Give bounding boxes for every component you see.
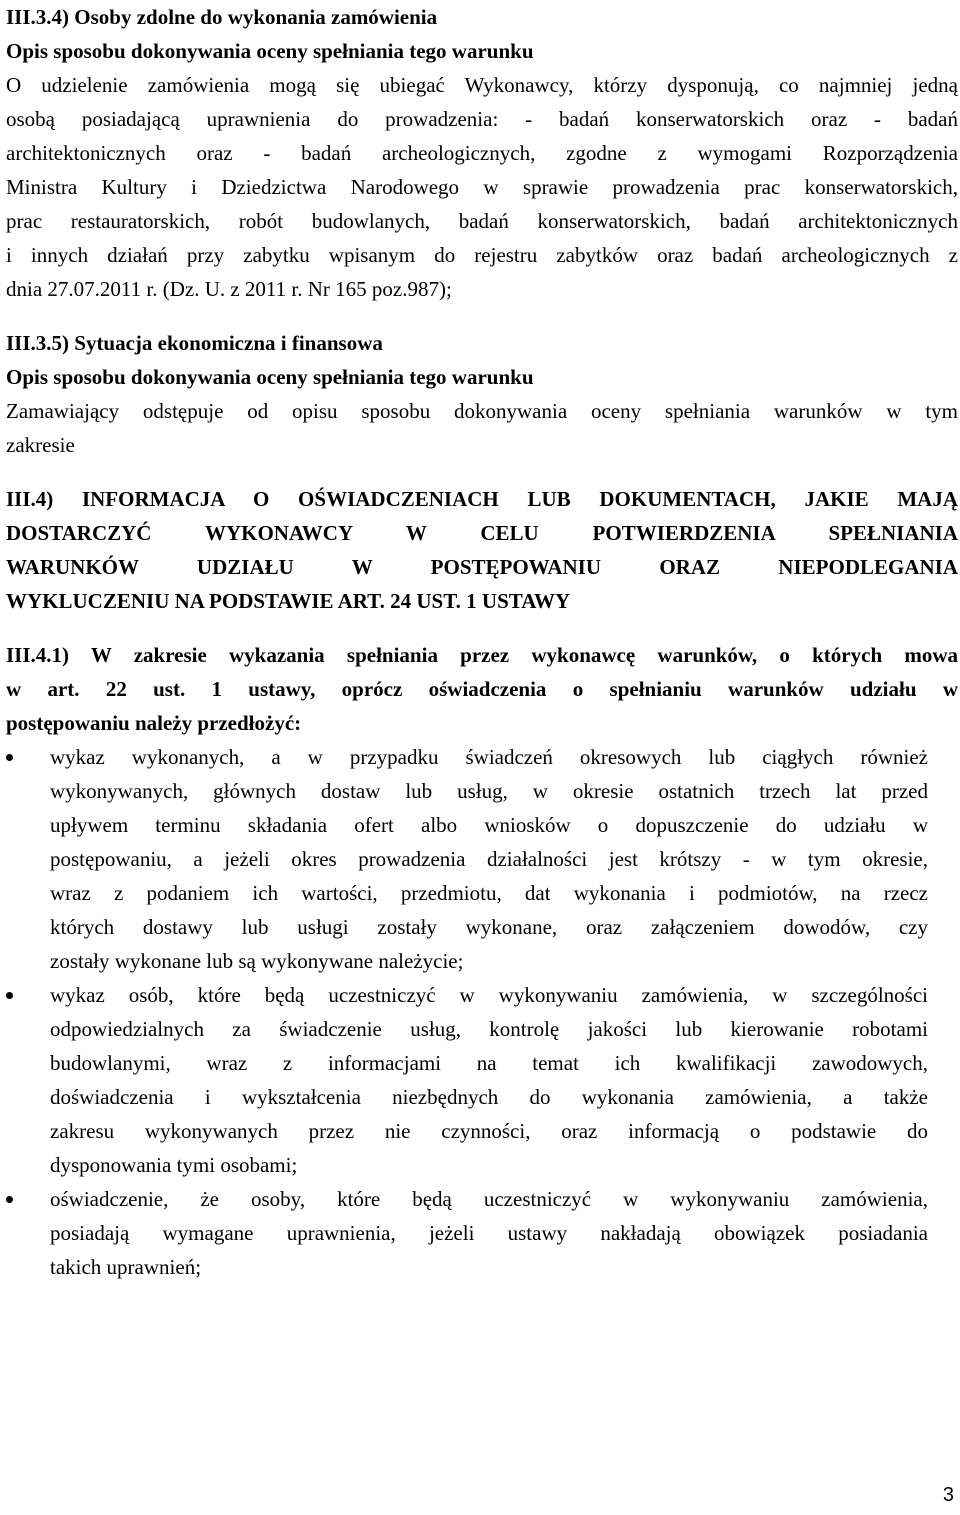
list-item-line: doświadczenia i wykształcenia niezbędnych do wykonania zamówienia, a także xyxy=(50,1085,928,1109)
list-item xyxy=(6,978,958,1182)
list-item-line: budowlanymi, wraz z informacjami na temat ich kwalifikacji zawodowych, xyxy=(50,1051,928,1075)
bullet-icon xyxy=(6,992,13,999)
document-page xyxy=(6,0,958,1284)
list-item-line: posiadają wymagane uprawnienia, jeżeli ustawy nakładają obowiązek posiadania xyxy=(50,1221,928,1245)
list-item-line: wraz z podaniem ich wartości, przedmiotu, dat wykonania i podmiotów, na rzecz xyxy=(50,881,928,905)
section-heading-3-4: WYKLUCZENIU NA PODSTAWIE ART. 24 UST. 1 USTAWY xyxy=(6,589,571,613)
paragraph-line: architektonicznych oraz - badań archeologicznych, zgodne z wymogami Rozporządzenia xyxy=(6,141,958,165)
paragraph-line: zakresie xyxy=(6,433,75,457)
paragraph-line: prac restauratorskich, robót budowlanych, badań konserwatorskich, badań architektonicznych xyxy=(6,209,958,233)
paragraph-line: O udzielenie zamówienia mogą się ubiegać Wykonawcy, którzy dysponują, co najmniej jedną xyxy=(6,73,958,97)
page-number: 3 xyxy=(942,1484,954,1506)
list-item-line: zostały wykonane lub są wykonywane należycie; xyxy=(50,949,464,973)
list-item-line: takich uprawnień; xyxy=(50,1255,202,1279)
section-heading-3-4-1: postępowaniu należy przedłożyć: xyxy=(6,711,302,735)
list-item-line: upływem terminu składania ofert albo wniosków o dopuszczenie do udziału w xyxy=(50,813,928,837)
list-item-line: postępowaniu, a jeżeli okres prowadzenia działalności jest krótszy - w tym okresie, xyxy=(50,847,928,871)
bullet-list xyxy=(6,740,958,1284)
paragraph-line: Zamawiający odstępuje od opisu sposobu dokonywania oceny spełniania warunków w tym xyxy=(6,399,958,423)
section-subheading-3-3-4: Opis sposobu dokonywania oceny spełniania tego warunku xyxy=(6,39,534,63)
paragraph-line: Ministra Kultury i Dziedzictwa Narodowego w sprawie prowadzenia prac konserwatorskich, xyxy=(6,175,958,199)
list-item-line: zakresu wykonywanych przez nie czynności, oraz informacją o podstawie do xyxy=(50,1119,928,1143)
bullet-icon xyxy=(6,1196,13,1203)
list-item-line: wykaz osób, które będą uczestniczyć w wykonywaniu zamówienia, w szczególności xyxy=(50,983,928,1007)
section-subheading-3-3-5: Opis sposobu dokonywania oceny spełniania tego warunku xyxy=(6,365,534,389)
section-heading-3-4-1: w art. 22 ust. 1 ustawy, oprócz oświadczenia o spełnianiu warunków udziału w xyxy=(6,677,958,701)
section-heading-3-3-5: III.3.5) Sytuacja ekonomiczna i finansowa xyxy=(6,331,383,355)
list-item-line: wykaz wykonanych, a w przypadku świadczeń okresowych lub ciągłych również xyxy=(50,745,928,769)
paragraph-line: dnia 27.07.2011 r. (Dz. U. z 2011 r. Nr 165 poz.987); xyxy=(6,277,452,301)
section-heading-3-4: III.4) INFORMACJA O OŚWIADCZENIACH LUB DOKUMENTACH, JAKIE MAJĄ xyxy=(6,487,958,511)
list-item xyxy=(6,740,958,978)
list-item-line: których dostawy lub usługi zostały wykonane, oraz załączeniem dowodów, czy xyxy=(50,915,928,939)
paragraph-line: osobą posiadającą uprawnienia do prowadzenia: - badań konserwatorskich oraz - badań xyxy=(6,107,958,131)
list-item-line: oświadczenie, że osoby, które będą uczestniczyć w wykonywaniu zamówienia, xyxy=(50,1187,928,1211)
section-heading-3-4-1: III.4.1) W zakresie wykazania spełniania przez wykonawcę warunków, o których mowa xyxy=(6,643,958,667)
bullet-icon xyxy=(6,754,13,761)
section-heading-3-3-4: III.3.4) Osoby zdolne do wykonania zamówienia xyxy=(6,5,438,29)
list-item-line: dysponowania tymi osobami; xyxy=(50,1153,298,1177)
list-item-line: odpowiedzialnych za świadczenie usług, kontrolę jakości lub kierowanie robotami xyxy=(50,1017,928,1041)
paragraph-line: i innych działań przy zabytku wpisanym do rejestru zabytków oraz badań archeologicznych z xyxy=(6,243,958,267)
list-item-line: wykonywanych, głównych dostaw lub usług, w okresie ostatnich trzech lat przed xyxy=(50,779,928,803)
section-heading-3-4: WARUNKÓW UDZIAŁU W POSTĘPOWANIU ORAZ NIEPODLEGANIA xyxy=(6,555,958,579)
section-heading-3-4: DOSTARCZYĆ WYKONAWCY W CELU POTWIERDZENIA SPEŁNIANIA xyxy=(6,521,958,545)
list-item xyxy=(6,1182,958,1284)
